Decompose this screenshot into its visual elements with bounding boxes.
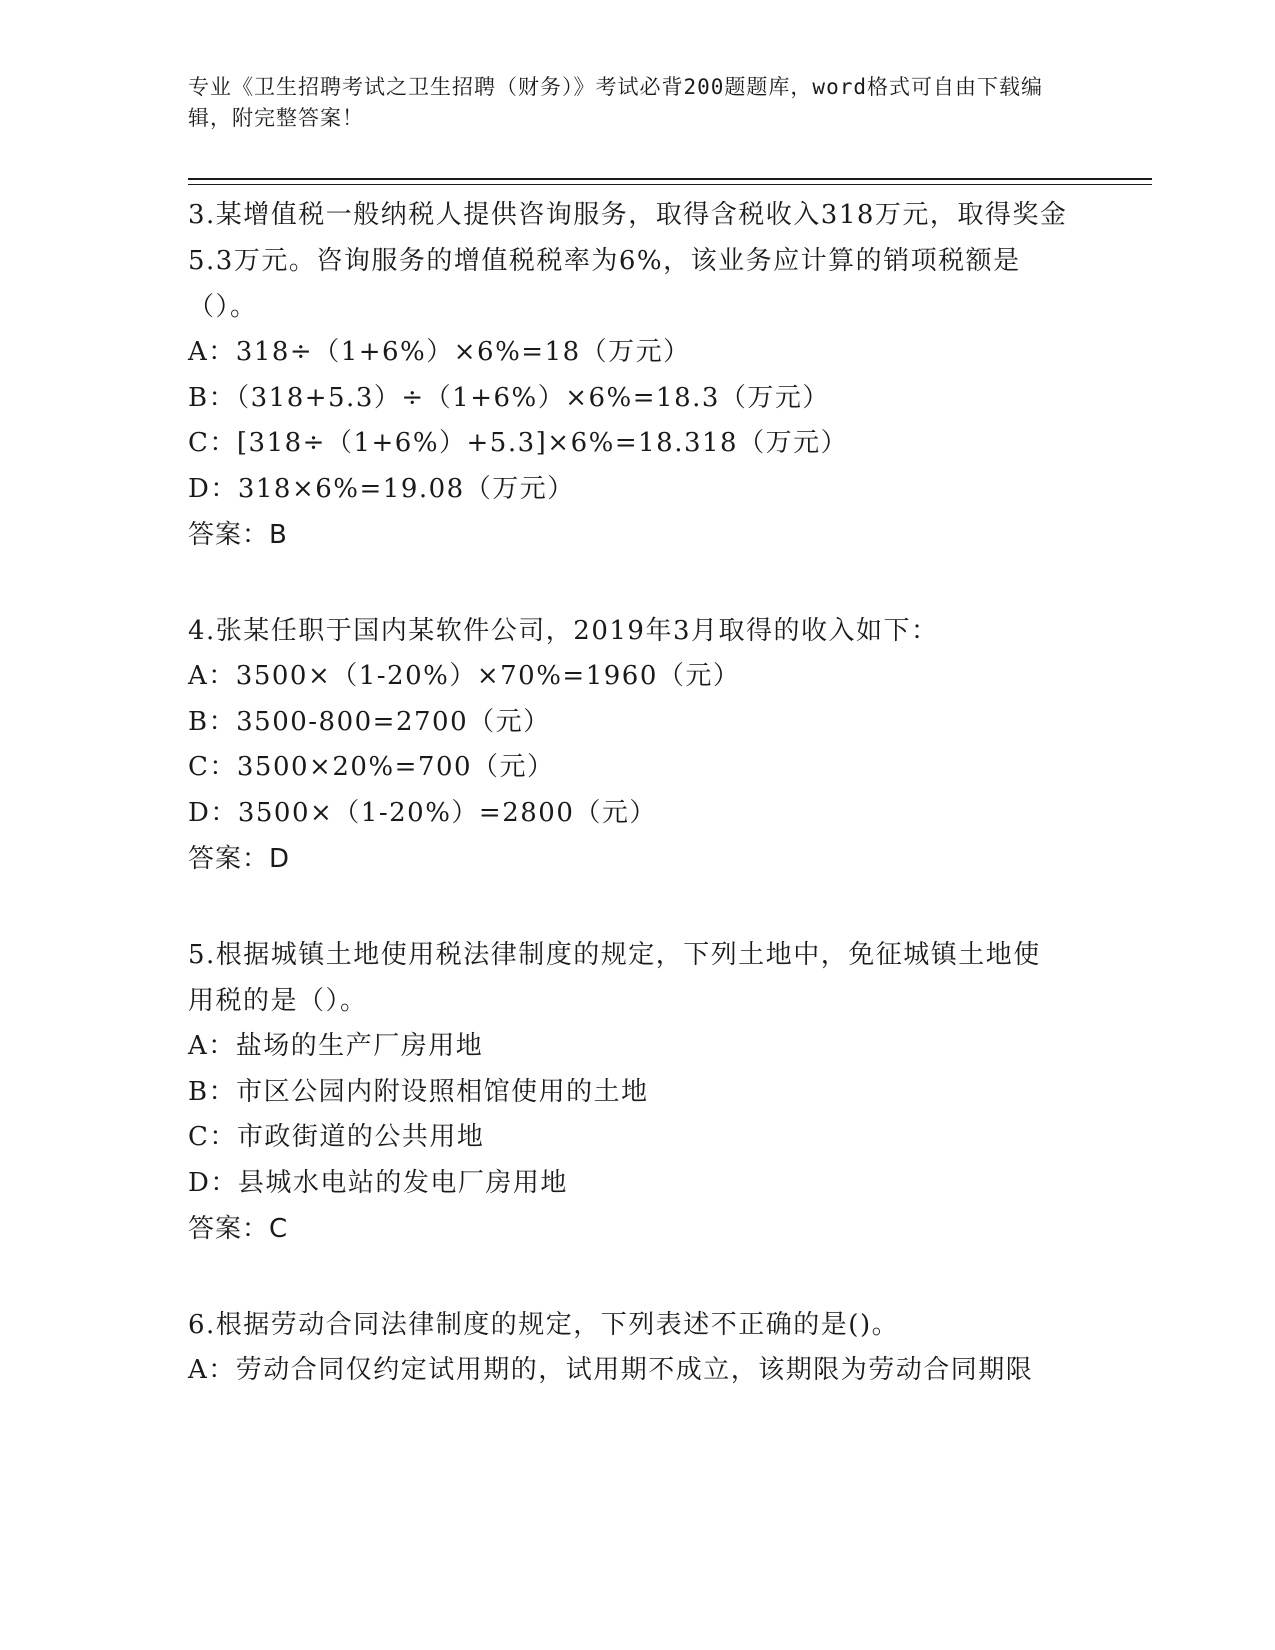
option-a: A：318÷（1+6%）×6%=18（万元）	[188, 337, 691, 367]
option-b: B：市区公园内附设照相馆使用的土地	[188, 1076, 649, 1107]
question-4	[188, 604, 1088, 882]
question-stem: 6.根据劳动合同法律制度的规定，下列表述不正确的是()。	[188, 1310, 900, 1340]
question-stem: 4.张某任职于国内某软件公司，2019年3月取得的收入如下：	[188, 616, 939, 646]
question-5	[188, 928, 1088, 1252]
option-a: A：盐场的生产厂房用地	[188, 1031, 484, 1061]
option-c: C：3500×20%=700（元）	[188, 752, 555, 782]
option-a: A：3500×（1-20%）×70%=1960（元）	[188, 661, 741, 691]
option-b: B：（318+5.3）÷（1+6%）×6%=18.3（万元）	[188, 382, 830, 413]
option-d: D：318×6%=19.08（万元）	[188, 473, 575, 504]
option-c: C：市政街道的公共用地	[188, 1122, 485, 1152]
question-spacer	[188, 558, 1088, 604]
header-divider-thick	[188, 178, 1152, 180]
question-stem: 5.根据城镇土地使用税法律制度的规定，下列土地中，免征城镇土地使用税的是（）。	[188, 940, 1041, 1016]
answer: 答案：C	[188, 1214, 289, 1244]
answer: 答案：B	[188, 520, 288, 550]
option-c: C：[318÷（1+6%）+5.3]×6%=18.318（万元）	[188, 428, 849, 458]
option-a: A：劳动合同仅约定试用期的，试用期不成立，该期限为劳动合同期限	[188, 1355, 1034, 1385]
question-spacer	[188, 1252, 1088, 1298]
option-d: D：3500×（1-20%）=2800（元）	[188, 797, 657, 828]
header-divider-thin	[188, 184, 1152, 185]
question-list	[188, 188, 1088, 1394]
question-stem: 3.某增值税一般纳税人提供咨询服务，取得含税收入318万元，取得奖金5.3万元。咨询服务的增值税税率为6%，该业务应计算的销项税额是（）。	[188, 200, 1068, 322]
option-d: D：县城水电站的发电厂房用地	[188, 1167, 568, 1198]
question-3	[188, 188, 1088, 558]
question-6	[188, 1298, 1088, 1394]
answer: 答案：D	[188, 844, 291, 874]
question-spacer	[188, 882, 1088, 928]
option-b: B：3500-800=2700（元）	[188, 706, 551, 737]
document-header: 专业《卫生招聘考试之卫生招聘（财务）》考试必背200题题库，word格式可自由下载编辑，附完整答案！	[188, 75, 1043, 130]
